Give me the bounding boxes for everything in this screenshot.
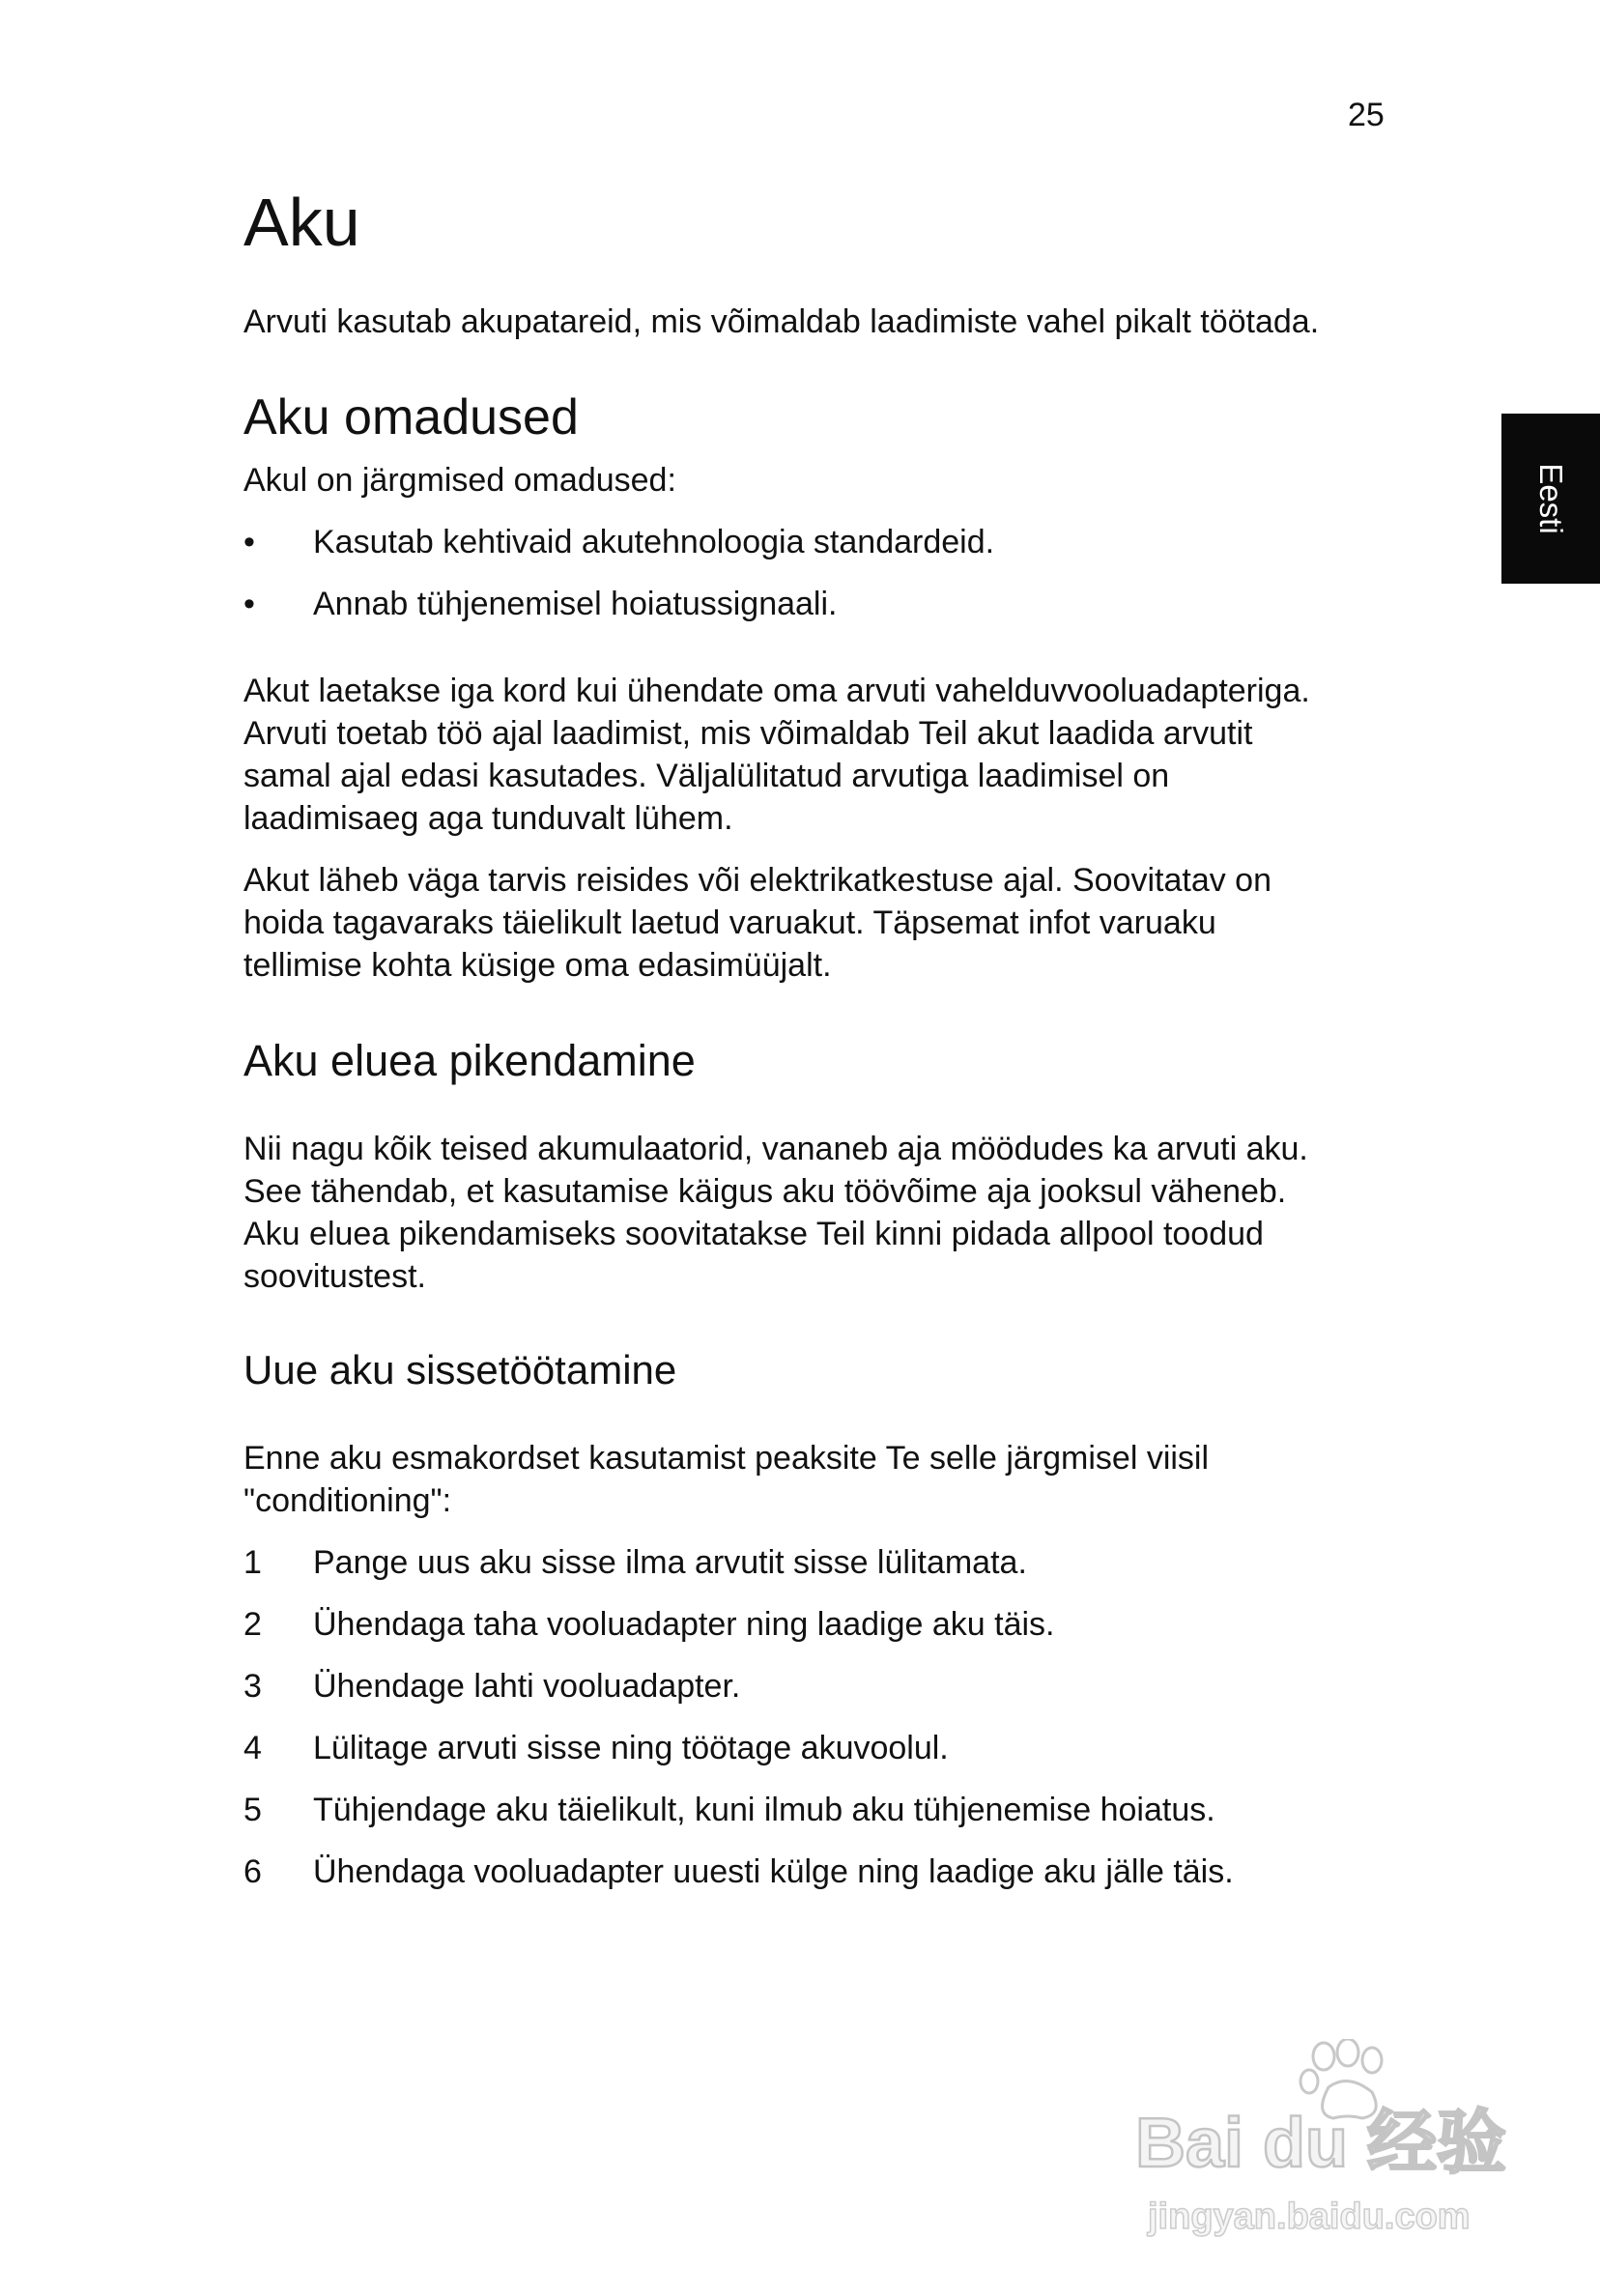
bullet-marker: • (243, 523, 255, 560)
watermark-brand: Bai du 经验 (1135, 2105, 1507, 2182)
step-number: 4 (243, 1730, 262, 1767)
language-tab-label: Eesti (1533, 463, 1569, 534)
baidu-watermark (1130, 2039, 1517, 2242)
list-item (243, 583, 1403, 625)
paragraph-line: samal ajal edasi kasutades. Väljalülitatud arvutiga laadimisel on (243, 757, 1170, 794)
conditioning-lead (243, 1437, 1403, 1522)
lifespan-paragraph (243, 1128, 1403, 1298)
page-number: 25 (1348, 97, 1385, 133)
paragraph-line: Enne aku esmakordset kasutamist peaksite Te selle järgmisel viisil (243, 1440, 1210, 1478)
intro-paragraph: Arvuti kasutab akupatareid, mis võimaldab laadimiste vahel pikalt töötada. (243, 302, 1320, 340)
paragraph-line: Akut läheb väga tarvis reisides või elektrikatkestuse ajal. Soovitatav on (243, 861, 1271, 899)
step-number: 6 (243, 1853, 262, 1891)
bullet-marker: • (243, 585, 255, 622)
conditioning-steps-list (243, 1541, 1403, 1893)
list-item-text: Ühendaga taha vooluadapter ning laadige aku täis. (313, 1606, 1055, 1644)
page-content (243, 184, 1403, 1893)
spare-battery-paragraph (243, 859, 1403, 987)
section-heading-conditioning: Uue aku sissetöötamine (243, 1346, 677, 1392)
page-title: Aku (243, 185, 360, 260)
list-item-text: Pange uus aku sisse ilma arvutit sisse lülitamata. (313, 1544, 1027, 1582)
list-item (243, 521, 1403, 563)
step-number: 1 (243, 1544, 262, 1582)
features-bullet-list (243, 521, 1403, 625)
paragraph-line: laadimisaeg aga tunduvalt lühem. (243, 799, 733, 837)
paragraph-line: tellimise kohta küsige oma edasimüüjalt. (243, 946, 832, 984)
step-number: 3 (243, 1668, 262, 1706)
features-lead: Akul on järgmised omadused: (243, 461, 676, 499)
paragraph-line: See tähendab, et kasutamise käigus aku töövõime aja jooksul väheneb. (243, 1172, 1287, 1210)
paragraph-line: hoida tagavaraks täielikult laetud varuakut. Täpsemat infot varuaku (243, 904, 1216, 941)
list-item-text: Lülitage arvuti sisse ning töötage akuvoolul. (313, 1730, 949, 1767)
list-item (243, 1727, 1403, 1769)
list-item (243, 1789, 1403, 1831)
section-heading-features: Aku omadused (243, 388, 579, 445)
step-number: 2 (243, 1606, 262, 1644)
list-item-text: Kasutab kehtivaid akutehnoloogia standardeid. (313, 523, 995, 560)
paragraph-line: Akut laetakse iga kord kui ühendate oma arvuti vahelduvvooluadapteriga. (243, 672, 1310, 709)
list-item (243, 1603, 1403, 1646)
list-item (243, 1851, 1403, 1893)
section-heading-lifespan: Aku eluea pikendamine (243, 1035, 696, 1085)
watermark-url: jingyan.baidu.com (1148, 2196, 1471, 2237)
list-item-text: Ühendage lahti vooluadapter. (313, 1668, 741, 1706)
paragraph-line: soovitustest. (243, 1257, 426, 1295)
charging-paragraph (243, 670, 1403, 840)
paragraph-line: Nii nagu kõik teised akumulaatorid, vananeb aja möödudes ka arvuti aku. (243, 1130, 1308, 1167)
paragraph-line: "conditioning": (243, 1482, 452, 1520)
list-item-text: Ühendaga vooluadapter uuesti külge ning laadige aku jälle täis. (313, 1853, 1234, 1891)
list-item-text: Annab tühjenemisel hoiatussignaali. (313, 585, 838, 622)
paragraph-line: Aku eluea pikendamiseks soovitatakse Teil kinni pidada allpool toodud (243, 1215, 1264, 1252)
language-tab (1501, 414, 1600, 584)
step-number: 5 (243, 1792, 262, 1829)
list-item (243, 1541, 1403, 1584)
list-item (243, 1665, 1403, 1708)
list-item-text: Tühjendage aku täielikult, kuni ilmub aku tühjenemise hoiatus. (313, 1792, 1215, 1829)
paragraph-line: Arvuti toetab töö ajal laadimist, mis võimaldab Teil akut laadida arvutit (243, 714, 1253, 752)
